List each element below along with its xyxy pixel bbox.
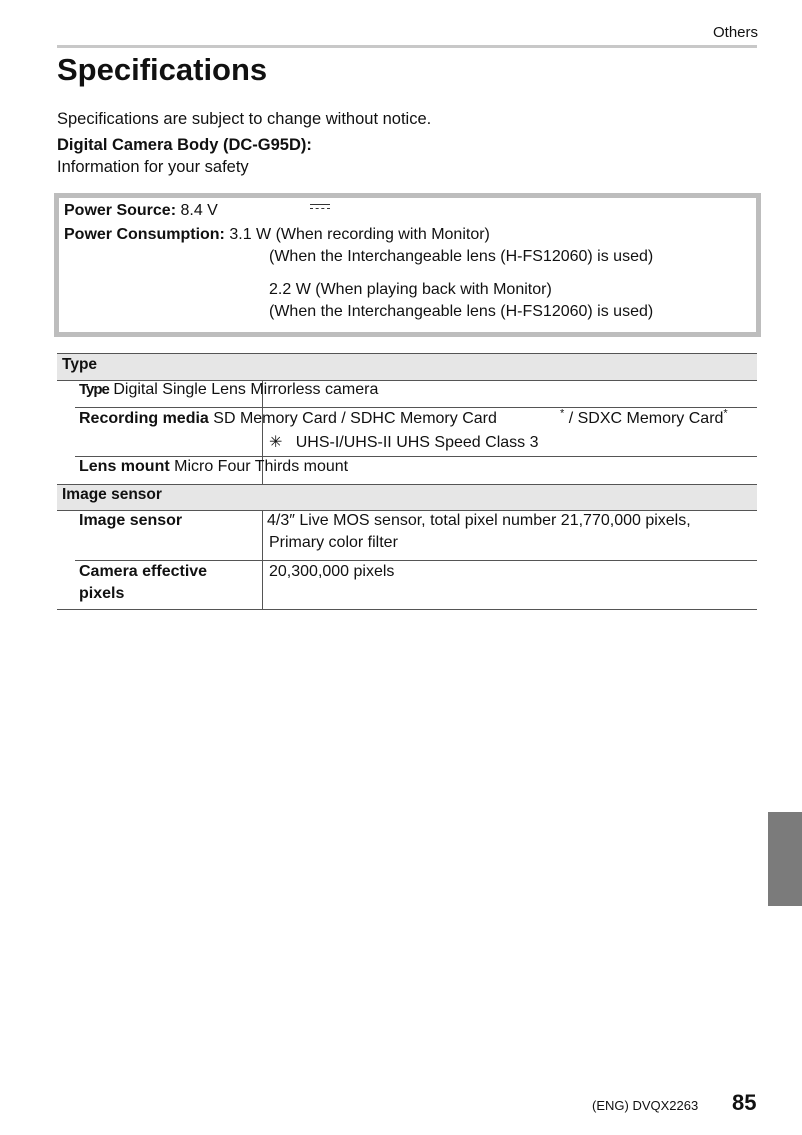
change-notice: Specifications are subject to change without notice. [57, 110, 432, 128]
page-number: 85 [732, 1090, 757, 1115]
power-source-line [64, 202, 218, 220]
media-value-1: SD Memory Card / SDHC Memory Card [213, 410, 497, 427]
row-recording-media [79, 410, 497, 428]
table-rule [57, 510, 757, 511]
header-rule [57, 45, 757, 48]
section-label: Others [712, 24, 758, 41]
power-source-value: 8.4 V [180, 202, 218, 219]
dc-symbol-icon [310, 200, 330, 212]
sensor-value-2: Primary color filter [269, 534, 398, 551]
effective-label-2: pixels [79, 585, 125, 602]
type-label: Type [79, 381, 109, 398]
media-value-2: / SDXC Memory Card [564, 410, 724, 427]
table-rule [57, 609, 757, 610]
media-label: Recording media [79, 410, 209, 427]
safety-box [54, 193, 761, 337]
effective-value: 20,300,000 pixels [269, 563, 395, 580]
page-title: Specifications [57, 52, 268, 87]
consumption-line [64, 226, 490, 244]
table-rule [75, 407, 757, 408]
media-value-2-wrap [560, 407, 728, 428]
power-source-label: Power Source: [64, 202, 177, 219]
table-rule [75, 456, 757, 457]
media-note [269, 432, 538, 452]
sensor-label: Image sensor [79, 512, 183, 529]
lens-value: Micro Four Thirds mount [174, 458, 349, 475]
consumption-playback-note: (When the Interchangeable lens (H-FS12060) is used) [269, 303, 654, 320]
lens-label: Lens mount [79, 458, 170, 475]
sensor-value-1: 4/3″ Live MOS sensor, total pixel number 21,770,000 pixels, [267, 512, 691, 529]
footer-code: (ENG) DVQX2263 [592, 1098, 699, 1113]
media-note-text: UHS-I/UHS-II UHS Speed Class 3 [295, 434, 539, 451]
consumption-label: Power Consumption: [64, 226, 225, 243]
chapter-tab [768, 812, 802, 906]
type-value: Digital Single Lens Mirrorless camera [113, 381, 379, 398]
consumption-recording: 3.1 W (When recording with Monitor) [229, 226, 490, 243]
row-lens-mount [79, 458, 348, 476]
category-image-sensor: Image sensor [57, 485, 757, 511]
effective-label-1: Camera effective [79, 563, 208, 580]
asterisk: * [723, 407, 728, 420]
asterisk-note-icon: ✳ [269, 434, 283, 451]
row-type [79, 381, 378, 399]
consumption-playback: 2.2 W (When playing back with Monitor) [269, 281, 552, 298]
body-heading: Digital Camera Body (DC-G95D): [57, 136, 312, 154]
table-rule [75, 560, 757, 561]
safety-heading: Information for your safety [57, 158, 249, 176]
category-type: Type [57, 354, 757, 381]
consumption-recording-note: (When the Interchangeable lens (H-FS12060) is used) [269, 248, 654, 265]
asterisk: * [560, 407, 565, 420]
